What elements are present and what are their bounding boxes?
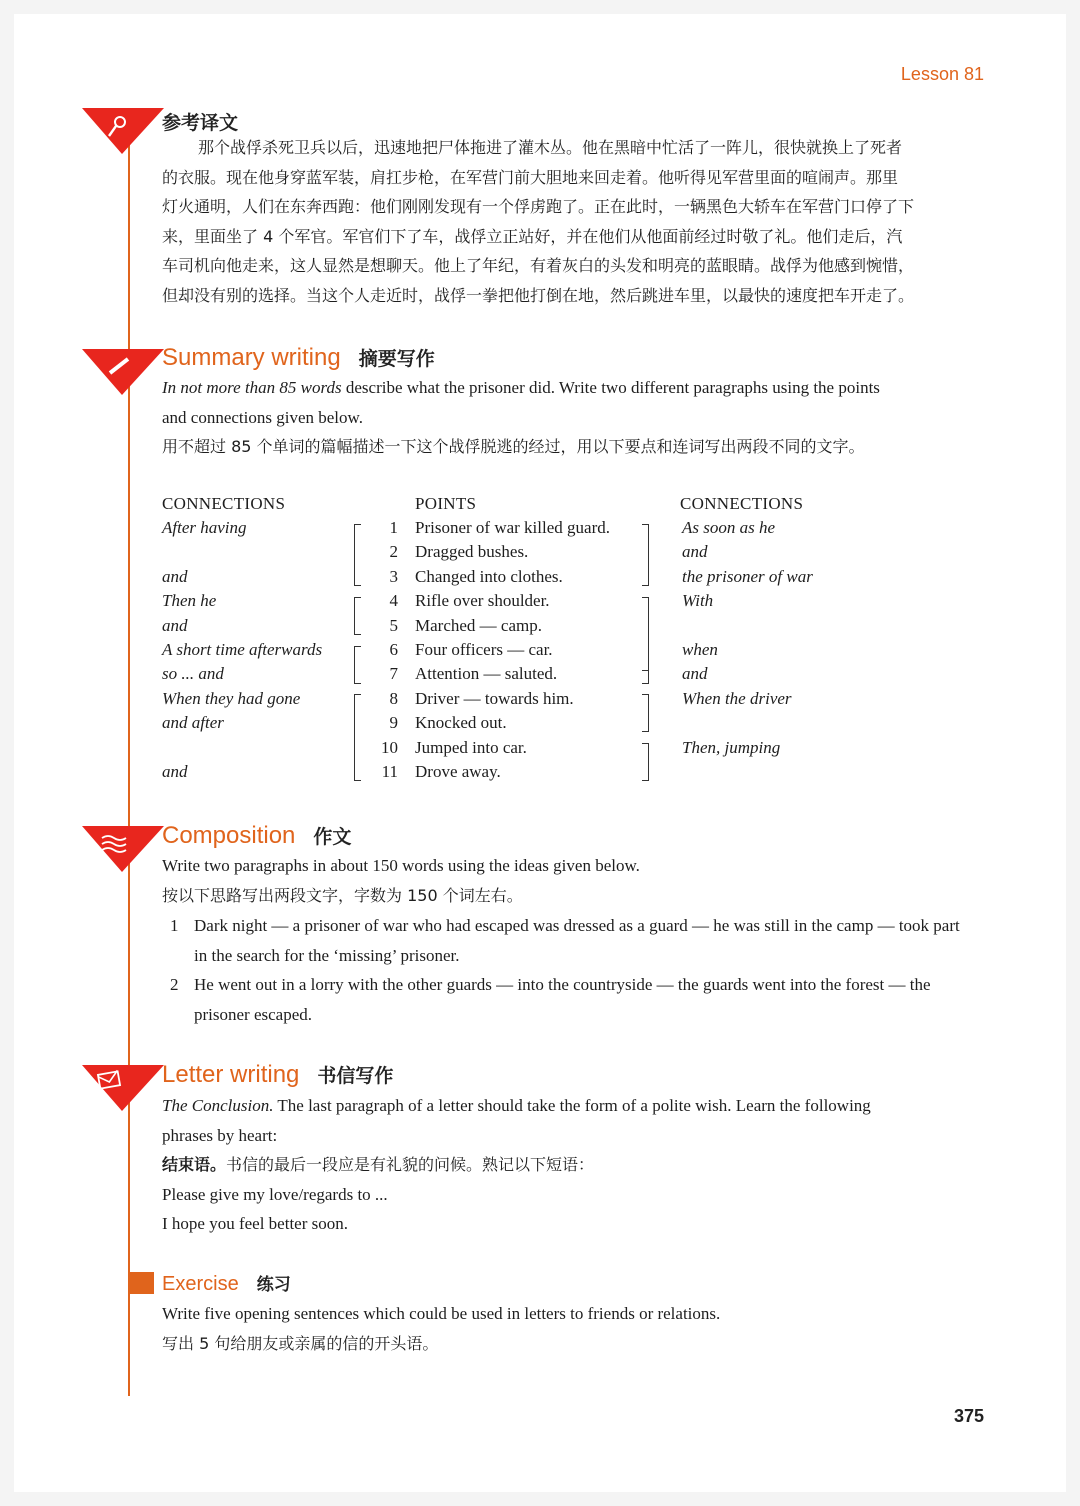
translation-line: 那个战俘杀死卫兵以后，迅速地把尸体拖进了灌木丛。他在黑暗中忙活了一阵儿，很快就换上了死者 <box>198 138 903 157</box>
translation-body <box>162 133 988 310</box>
pen-icon <box>82 106 164 156</box>
group-bracket-left <box>354 646 361 684</box>
left-connection: When they had gone <box>162 688 301 708</box>
left-connection: After having <box>162 518 247 537</box>
translation-heading <box>162 108 238 135</box>
letter-instr-cn <box>162 1150 988 1180</box>
point-number: 1 <box>389 518 398 537</box>
point-text: Rifle over shoulder. <box>415 591 550 611</box>
composition-item-number: 1 <box>170 916 179 935</box>
point-text: Driver — towards him. <box>415 688 574 708</box>
right-connection: and <box>682 542 708 562</box>
letter-heading <box>162 1061 393 1089</box>
summary-instr-italic: In not more than 85 words <box>162 378 342 397</box>
points-header: POINTS <box>415 494 477 513</box>
right-connection: As soon as he <box>682 518 776 537</box>
group-bracket-right <box>642 524 649 586</box>
translation-title: 参考译文 <box>162 112 239 134</box>
summary-instr-line2: and connections given below. <box>162 407 363 427</box>
composition-instr-cn: 按以下思路写出两段文字，字数为 150 个词左右。 <box>162 885 523 905</box>
point-number: 2 <box>389 542 398 562</box>
point-text: Marched — camp. <box>415 615 542 635</box>
left-connection: so ... and <box>162 664 224 684</box>
translation-line: 灯火通明，人们在东奔西跑：他们刚刚发现有一个俘虏跑了。正在此时，一辆黑色大轿车在军营门口停了下 <box>162 197 915 216</box>
point-number: 5 <box>389 615 398 635</box>
point-number: 3 <box>389 566 398 586</box>
wave-icon <box>82 824 164 874</box>
group-bracket-left <box>354 597 361 635</box>
exercise-instr-cn: 写出 5 句给朋友或亲属的信的开头语。 <box>162 1333 439 1353</box>
translation-line: 的衣服。现在他身穿蓝军装，肩扛步枪，在军营门前大胆地来回走着。他听得见军营里面的喧闹声。那里 <box>162 167 899 187</box>
right-connection: When the driver <box>682 688 792 708</box>
connections-right-header: CONNECTIONS <box>680 494 804 513</box>
translation-line: 但却没有别的选择。当这个人走近时，战俘一拳把他打倒在地，然后跳进车里，以最快的速度把车开走了。 <box>162 285 915 305</box>
summary-instr-line <box>162 373 988 403</box>
exercise-title-en: Exercise <box>162 1273 239 1295</box>
letter-phrase: I hope you feel better soon. <box>162 1214 348 1233</box>
composition-item-number: 2 <box>170 975 179 994</box>
letter-cn-bold: 结束语。 <box>162 1155 227 1174</box>
point-number: 4 <box>389 591 398 611</box>
point-text: Prisoner of war killed guard. <box>415 518 610 537</box>
group-bracket-left <box>354 694 361 781</box>
letter-title-en: Letter writing <box>162 1061 300 1088</box>
composition-title-cn: 作文 <box>313 826 352 848</box>
left-connection: and after <box>162 713 224 733</box>
lesson-label: Lesson 81 <box>900 64 984 84</box>
point-number: 11 <box>381 762 398 781</box>
point-text: Jumped into car. <box>415 737 527 757</box>
summary-instructions <box>162 373 988 462</box>
letter-phrase: Please give my love/regards to ... <box>162 1184 388 1204</box>
point-text: Dragged bushes. <box>415 542 529 562</box>
point-number: 7 <box>389 664 398 684</box>
exercise-heading <box>162 1270 291 1296</box>
left-connection: A short time afterwards <box>162 640 323 659</box>
composition-title-en: Composition <box>162 822 296 849</box>
composition-instr: Write two paragraphs in about 150 words using the ideas given below. <box>162 856 640 875</box>
page-number: 375 <box>953 1406 984 1426</box>
summary-table <box>162 494 992 794</box>
letter-cn-rest: 书信的最后一段应是有礼貌的问候。熟记以下短语： <box>226 1155 595 1174</box>
point-number: 9 <box>389 713 398 733</box>
right-connection: and <box>682 664 708 684</box>
right-connection: Then, jumping <box>682 737 781 757</box>
point-number: 8 <box>389 688 398 708</box>
letter-instr-line <box>162 1091 988 1121</box>
point-text: Drove away. <box>415 762 501 781</box>
composition-item-text: He went out in a lorry with the other guards — into the countryside — the guards went into the forest — the prisoner escaped. <box>194 975 931 1024</box>
letter-instr-italic: The Conclusion. <box>162 1096 274 1115</box>
left-connection: Then he <box>162 591 217 611</box>
point-number: 10 <box>381 737 398 757</box>
translation-line: 来，里面坐了 4 个军官。军官们下了车，战俘立正站好，并在他们从他面前经过时敬了礼。他们走后，汽 <box>162 226 903 246</box>
letter-title-cn: 书信写作 <box>317 1065 394 1087</box>
composition-instructions <box>162 851 988 910</box>
point-text: Changed into clothes. <box>415 566 563 586</box>
point-text: Four officers — car. <box>415 640 553 659</box>
composition-item <box>162 970 988 1030</box>
summary-instr-rest: describe what the prisoner did. Write two different paragraphs using the points <box>341 378 880 397</box>
left-connection: and <box>162 566 188 586</box>
margin-rule <box>128 118 130 1396</box>
pencil-icon <box>82 347 164 397</box>
letter-instr-rest: The last paragraph of a letter should take the form of a polite wish. Learn the following <box>273 1096 871 1115</box>
left-connection: and <box>162 615 188 635</box>
exercise-instructions <box>162 1299 988 1358</box>
composition-item <box>162 911 988 971</box>
envelope-icon <box>82 1063 164 1113</box>
left-connection: and <box>162 762 188 781</box>
letter-instructions <box>162 1091 988 1239</box>
point-text: Knocked out. <box>415 713 507 733</box>
connections-left-header: CONNECTIONS <box>162 494 286 513</box>
summary-instr-cn: 用不超过 85 个单词的篇幅描述一下这个战俘脱逃的经过，用以下要点和连词写出两段不同的文字。 <box>162 437 865 456</box>
point-text: Attention — saluted. <box>415 664 558 684</box>
right-connection: With <box>682 591 714 611</box>
composition-heading <box>162 822 351 850</box>
point-number: 6 <box>389 640 398 659</box>
composition-item-text: Dark night — a prisoner of war who had escaped was dressed as a guard — he was still in the camp — took part in the search for the ‘missing’ prisoner. <box>194 916 960 965</box>
exercise-title-cn: 练习 <box>256 1275 291 1295</box>
exercise-marker <box>130 1272 154 1294</box>
exercise-instr: Write five opening sentences which could be used in letters to friends or relations. <box>162 1304 721 1323</box>
group-bracket-right <box>642 743 649 781</box>
summary-title-en: Summary writing <box>162 344 341 371</box>
group-bracket-right <box>642 670 649 684</box>
group-bracket-right <box>642 694 649 732</box>
summary-heading <box>162 344 435 372</box>
letter-instr-line2: phrases by heart: <box>162 1125 278 1145</box>
right-connection: when <box>682 640 718 659</box>
group-bracket-left <box>354 524 361 586</box>
right-connection: the prisoner of war <box>682 566 813 586</box>
translation-line: 车司机向他走来，这人显然是想聊天。他上了年纪，有着灰白的头发和明亮的蓝眼睛。战俘为他感到惋惜， <box>162 256 915 275</box>
summary-title-cn: 摘要写作 <box>358 348 435 370</box>
